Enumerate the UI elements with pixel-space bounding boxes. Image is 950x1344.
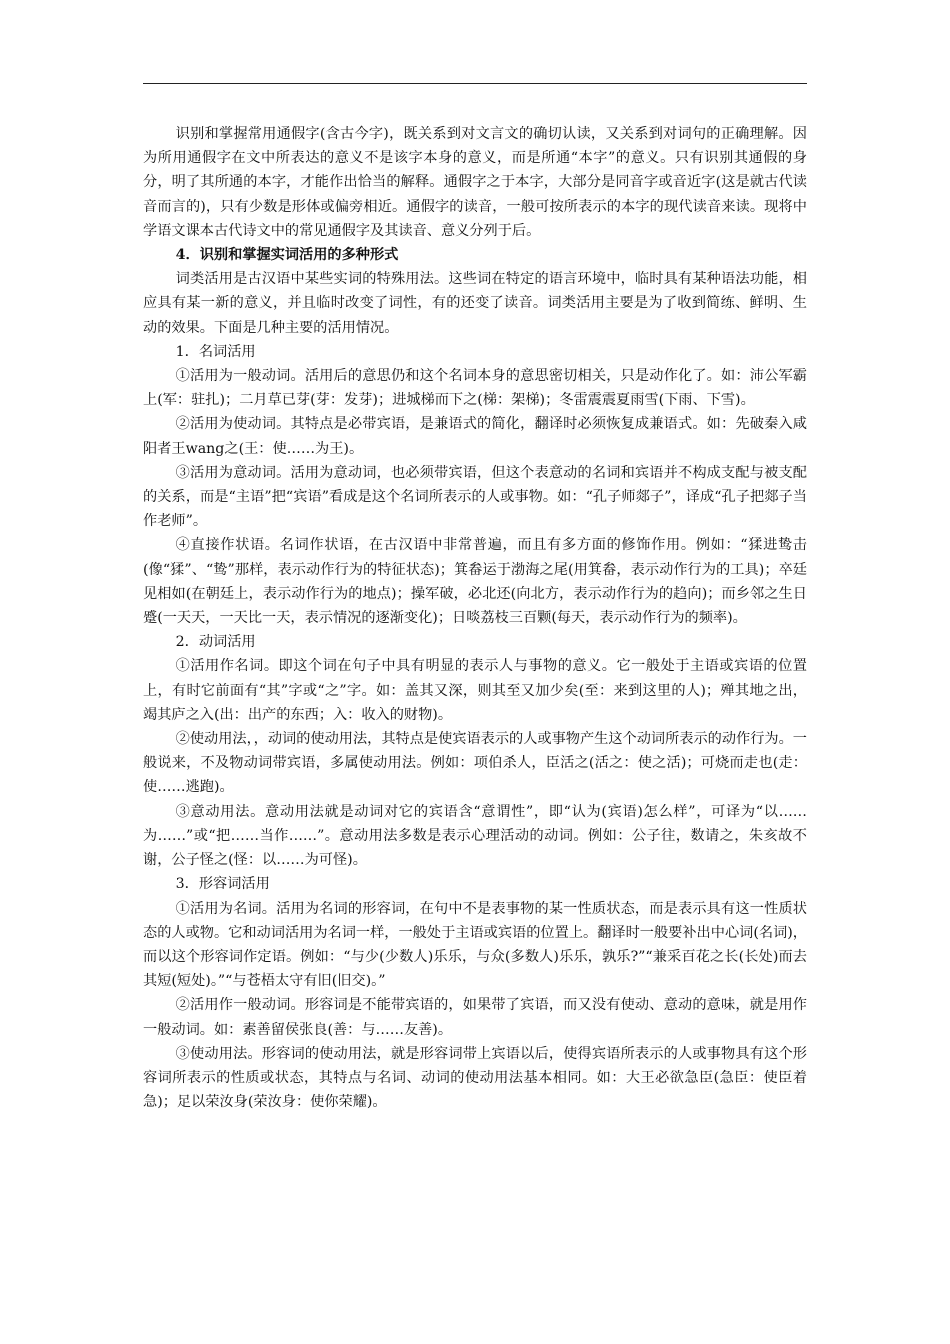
- paragraph-tongjiazi-intro: 识别和掌握常用通假字(含古今字)，既关系到对文言文的确切认读，又关系到对词句的正确理解。因为所用通假字在文中所表达的意义不是该字本身的意义，而是所通“本字”的意义。只有识别其通假的身分，明了其所通的本字，才能作出恰当的解释。通假字之于本字，大部分是同音字或音近字(这是就古代读音而言的)，只有少数是形体或偏旁相近。通假字的读音，一般可按所表示的本字的现代读音来读。现将中学语文课本古代诗文中的常见通假字及其读音、意义分列于后。: [143, 126, 807, 239]
- document-body: [143, 122, 807, 1114]
- section-heading-4: 4．识别和掌握实词活用的多种形式: [175, 247, 399, 264]
- paragraph-verb-causative: ②使动用法，，动词的使动用法，其特点是使宾语表示的人或事物产生这个动词所表示的动作行为。一般说来，不及物动词带宾语，多属使动用法。例如：项伯杀人，臣活之(活之：使之活)；可烧而走也(走：使……逃跑)。: [143, 731, 807, 796]
- paragraph-adj-causative: ③使动用法。形容词的使动用法，就是形容词带上宾语以后，使得宾语所表示的人或事物具有这个形容词所表示的性质或状态，其特点与名词、动词的使动用法基本相同。如：大王必欲急臣(急臣：使臣着急)；足以荣汝身(荣汝身：使你荣耀)。: [143, 1045, 807, 1111]
- subheading-verb-usage: 2．动词活用: [175, 634, 256, 651]
- paragraph-cilei-huoyong-intro: 词类活用是古汉语中某些实词的特殊用法。这些词在特定的语言环境中，临时具有某种语法功能，相应具有某一新的意义，并且临时改变了词性，有的还变了读音。词类活用主要是为了收到简练、鲜明、生动的效果。下面是几种主要的活用情况。: [143, 271, 807, 336]
- paragraph-noun-causative: ②活用为使动词。其特点是必带宾语，是兼语式的简化，翻译时必须恢复成兼语式。如：先破秦入咸阳者王wang之(王：使……为王)。: [143, 416, 807, 457]
- paragraph-adj-as-noun: ①活用为名词。活用为名词的形容词，在句中不是表事物的某一性质状态，而是表示具有这一性质状态的人或物。它和动词活用为名词一样，一般处于主语或宾语的位置上。翻译时一般要补出中心词(名词)，而以这个形容词作定语。例如：“与少(少数人)乐乐，与众(多数人)乐乐，孰乐?”“兼采百花之长(长处)而去其短(短处)。”“与苍梧太守有旧(旧交)。”: [143, 900, 807, 990]
- header-rule: [143, 83, 807, 84]
- paragraph-noun-putative: ③活用为意动词。活用为意动词，也必须带宾语，但这个表意动的名词和宾语并不构成支配与被支配的关系，而是“主语”把“宾语”看成是这个名词所表示的人或事物。如：“孔子师郯子”，译成“孔子把郯子当作老师”。: [143, 464, 807, 530]
- paragraph-noun-adverbial: ④直接作状语。名词作状语，在古汉语中非常普遍，而且有多方面的修饰作用。例如：“猱进鸷击(像“猱”、“鸷”那样，表示动作行为的特征状态)；箕畚运于渤海之尾(用箕畚，表示动作行为的工具)；卒廷见相如(在朝廷上，表示动作行为的地点)；操军破，必北还(向北方，表示动作行为的趋向)；而乡邻之生日蹙(一天天，一天比一天，表示情况的逐渐变化)；日啖荔枝三百颗(每天，表示动作行为的频率)。: [143, 537, 807, 627]
- paragraph-verb-putative: ③意动用法。意动用法就是动词对它的宾语含“意谓性”，即“认为(宾语)怎么样”，可译为“以……为……”或“把……当作……”。意动用法多数是表示心理活动的动词。例如：公子往，数请之，朱亥故不谢，公子怪之(怪：以……为可怪)。: [143, 803, 807, 869]
- paragraph-noun-general-verb: ①活用为一般动词。活用后的意思仍和这个名词本身的意思密切相关，只是动作化了。如：沛公军霸上(军：驻扎)；二月草已芽(芽：发芽)；进城梯而下之(梯：架梯)；冬雷震震夏雨雪(下雨、下雪)。: [143, 368, 807, 409]
- paragraph-verb-as-noun: ①活用作名词。即这个词在句子中具有明显的表示人与事物的意义。它一般处于主语或宾语的位置上，有时它前面有“其”字或“之”字。如：盖其又深，则其至又加少矣(至：来到这里的人)；殚其地之出，竭其庐之入(出：出产的东西；入：收入的财物)。: [143, 658, 807, 723]
- subheading-adjective-usage: 3．形容词活用: [175, 876, 270, 893]
- subheading-noun-usage: 1．名词活用: [175, 343, 256, 360]
- paragraph-adj-general-verb: ②活用作一般动词。形容词是不能带宾语的，如果带了宾语，而又没有使动、意动的意味，就是用作一般动词。如：素善留侯张良(善：与……友善)。: [143, 997, 807, 1038]
